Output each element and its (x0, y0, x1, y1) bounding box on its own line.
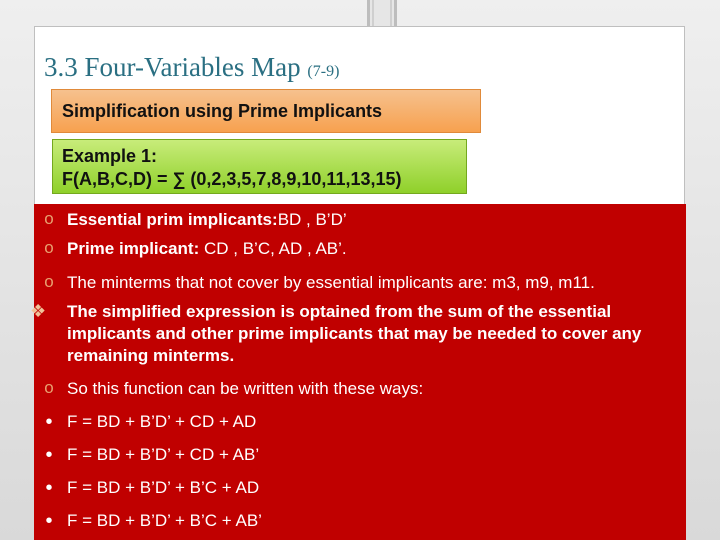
simplified-text: The simplified expression is optained from the sum of the essential implicants and other prime implicants that may be needed to cover any remaining minterms. (67, 302, 642, 365)
dot-bullet-icon: • (45, 444, 53, 466)
circle-bullet-icon: o (44, 209, 54, 228)
subtitle-text: Simplification using Prime Implicants (62, 101, 383, 121)
example-function: F(A,B,C,D) = ∑ (0,2,3,5,7,8,9,10,11,13,15) (62, 169, 402, 189)
prime-value: CD , B’C, AD , AB’. (199, 239, 347, 258)
formula-1: F = BD + B’D’ + CD + AD (67, 412, 257, 431)
slide-title (44, 52, 339, 83)
dot-bullet-icon: • (45, 477, 53, 499)
dot-bullet-icon: • (45, 411, 53, 433)
prime-label: Prime implicant: (67, 239, 200, 258)
ways-text: So this function can be written with these ways: (67, 379, 424, 398)
minterms-text: The minterms that not cover by essential implicants are: m3, m9, m11. (67, 273, 595, 292)
subtitle-box (51, 89, 481, 133)
formula-4: F = BD + B’D’ + B’C + AB’ (67, 511, 262, 530)
dot-bullet-icon: • (45, 510, 53, 532)
example-box (52, 139, 467, 194)
circle-bullet-icon: o (44, 378, 54, 397)
decorative-frame-inner (372, 0, 392, 28)
diamond-bullet-icon: ❖ (30, 301, 47, 321)
essential-label: Essential prim implicants: (67, 210, 278, 229)
formula-2: F = BD + B’D’ + CD + AB’ (67, 445, 260, 464)
example-label: Example 1: (62, 146, 158, 166)
content-panel (30, 204, 686, 540)
formula-3: F = BD + B’D’ + B’C + AD (67, 478, 260, 497)
slide-title-suffix: (7-9) (307, 63, 340, 80)
circle-bullet-icon: o (44, 238, 54, 257)
circle-bullet-icon: o (44, 272, 54, 291)
slide-title-text: 3.3 Four-Variables Map (44, 52, 301, 82)
essential-value: BD , B’D’ (277, 210, 347, 229)
